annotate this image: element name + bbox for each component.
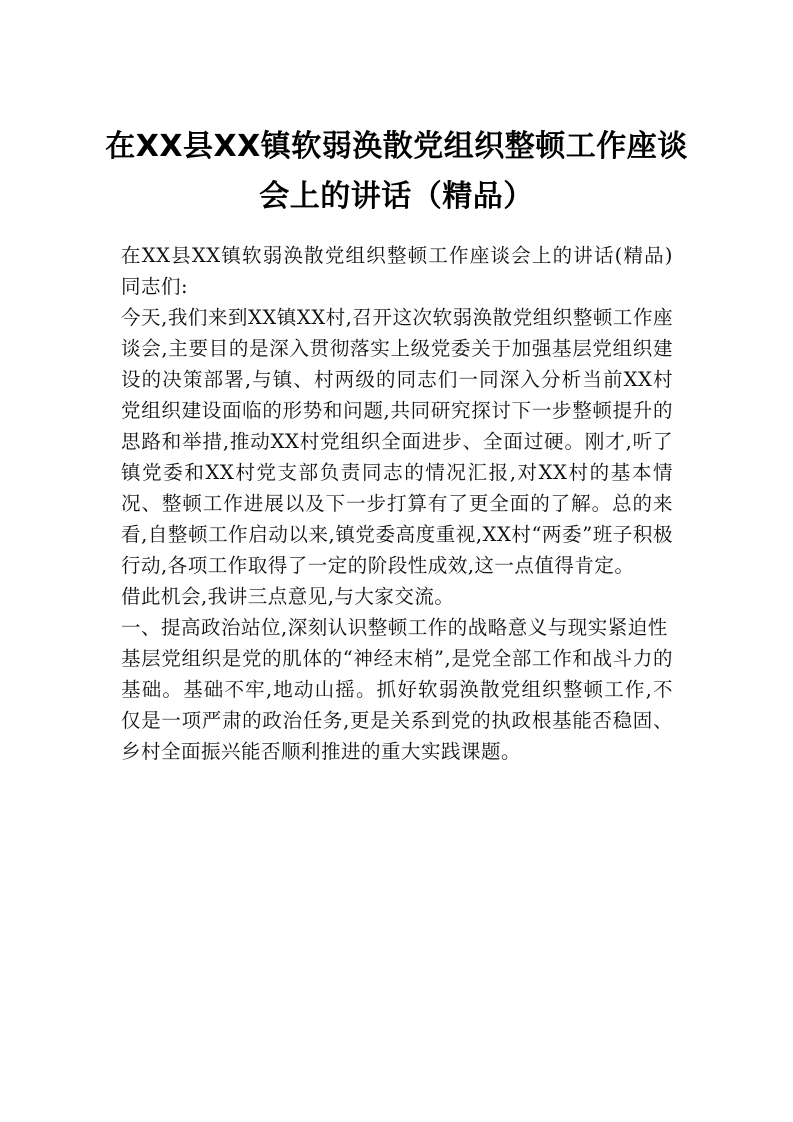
section-heading-1: 一、提高政治站位,深刻认识整顿工作的战略意义与现实紧迫性 [121,616,668,639]
paragraph-intro: 今天,我们来到XX镇XX村,召开这次软弱涣散党组织整顿工作座谈会,主要目的是深入贯彻落实上级党委关于加强基层党组织建设的决策部署,与镇、村两级的同志们一同深入分析当前XX村党组织建设面临的形势和问题,共同研究探讨下一步整顿提升的思路和举措,推动XX村党组织全面进步、全面过硬。刚才,听了镇党委和XX村党支部负责同志的情况汇报,对XX村的基本情况、整顿工作进展以及下一步打算有了更全面的了解。总的来看,自整顿工作启动以来,镇党委高度重视,XX村“两委”班子积极行动,各项工作取得了一定的阶段性成效,这一点值得肯定。 [121,306,673,577]
document-title: 在XX县XX镇软弱涣散党组织整顿工作座谈会上的讲话（精品） [105,129,688,214]
paragraph-section-1: 基层党组织是党的肌体的“神经末梢”,是党全部工作和战斗力的基础。基础不牢,地动山摇。抓好软弱涣散党组织整顿工作,不仅是一项严肃的政治任务,更是关系到党的执政根基能否稳固、乡村全面振兴能否顺利推进的重大实践课题。 [121,647,673,763]
paragraph-transition: 借此机会,我讲三点意见,与大家交流。 [121,585,455,608]
document-body [121,240,673,767]
paragraph-greeting: 在XX县XX镇软弱涣散党组织整顿工作座谈会上的讲话(精品) 同志们: [121,244,673,298]
